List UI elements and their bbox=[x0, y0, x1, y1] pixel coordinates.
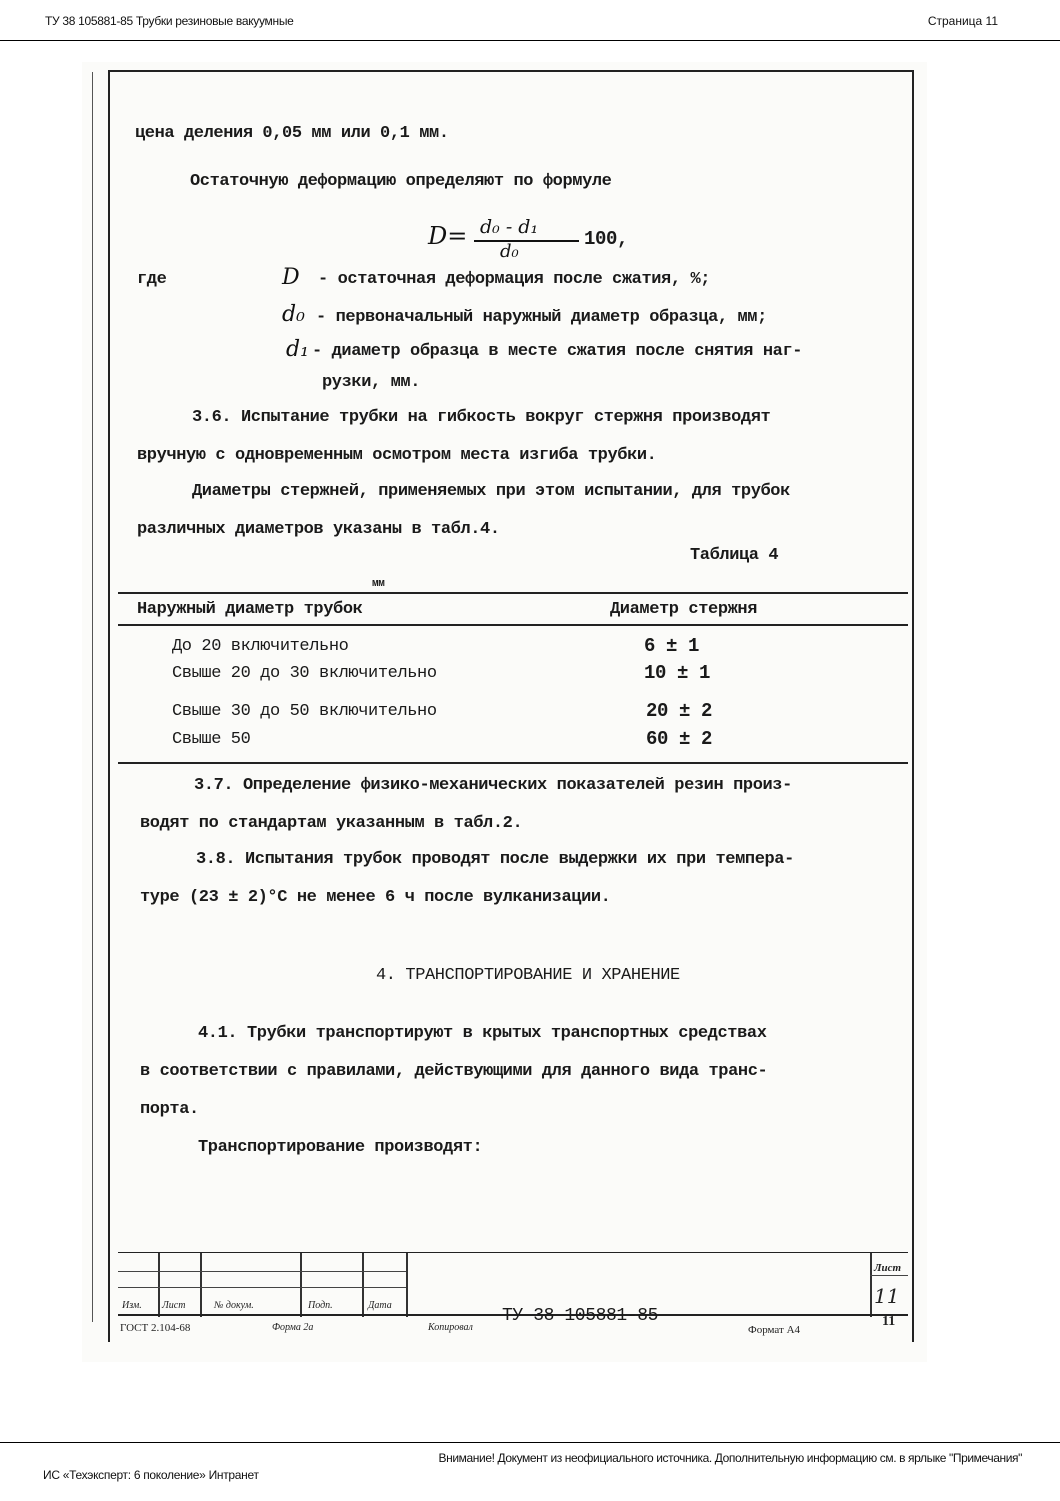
stamp-gost: ГОСТ 2.104-68 bbox=[120, 1322, 191, 1334]
table-caption: Таблица 4 bbox=[690, 546, 779, 565]
stamp-copied: Копировал bbox=[428, 1322, 473, 1333]
table-unit: мм bbox=[372, 578, 385, 590]
text-line: 4.1. Трубки транспортируют в крытых транспортных средствах bbox=[198, 1024, 767, 1043]
product-name: ИС «Техэксперт: 6 поколение» Интранет bbox=[43, 1468, 259, 1482]
stamp-doc-code: ТУ 38 105881-85 bbox=[502, 1306, 659, 1326]
text-line: Диаметры стержней, применяемых при этом испытании, для трубок bbox=[192, 482, 790, 501]
where-word: где bbox=[137, 270, 167, 289]
stamp-rule bbox=[118, 1287, 406, 1288]
stamp-format: Формат А4 bbox=[748, 1324, 801, 1336]
table-cell: До 20 включительно bbox=[172, 637, 349, 656]
table-cell: Свыше 50 bbox=[172, 730, 251, 749]
table-cell: 10 ± 1 bbox=[644, 662, 711, 684]
table-bottom-rule bbox=[118, 762, 908, 764]
stamp-label: Подп. bbox=[308, 1300, 333, 1311]
stamp-sheet-number: 11 bbox=[874, 1284, 900, 1308]
text-line: порта. bbox=[140, 1100, 199, 1119]
stamp-divider bbox=[362, 1253, 364, 1317]
text-line: цена деления 0,05 мм или 0,1 мм. bbox=[135, 124, 449, 143]
stamp-divider bbox=[870, 1253, 872, 1317]
stamp-label: Изм. bbox=[122, 1300, 142, 1311]
stamp-form: Форма 2а bbox=[272, 1322, 314, 1333]
table-cell: 60 ± 2 bbox=[646, 728, 713, 750]
text-line: туре (23 ± 2)°С не менее 6 ч после вулканизации. bbox=[140, 888, 611, 907]
stamp-divider bbox=[200, 1253, 202, 1317]
def-text: - остаточная деформация после сжатия, %; bbox=[318, 270, 711, 289]
text-line: в соответствии с правилами, действующими для данного вида транс- bbox=[140, 1062, 768, 1081]
binding-margin-rule bbox=[92, 72, 93, 1322]
text-line: Транспортирование производят: bbox=[198, 1138, 483, 1157]
def-text: рузки, мм. bbox=[322, 373, 421, 392]
text-line: вручную с одновременным осмотром места изгиба трубки. bbox=[137, 446, 657, 465]
table-cell: Свыше 20 до 30 включительно bbox=[172, 664, 437, 683]
stamp-label: Лист bbox=[162, 1300, 186, 1311]
text-line: 3.8. Испытания трубок проводят после выдержки их при темпера- bbox=[196, 850, 794, 869]
text-line: различных диаметров указаны в табл.4. bbox=[137, 520, 500, 539]
page-header bbox=[0, 0, 1060, 41]
stamp-label: Дата bbox=[368, 1300, 392, 1311]
table-top-rule bbox=[118, 592, 908, 594]
stamp-divider bbox=[406, 1253, 408, 1317]
formula-denominator: d₀ bbox=[500, 241, 519, 262]
table-cell: 20 ± 2 bbox=[646, 700, 713, 722]
table-cell: Свыше 30 до 50 включительно bbox=[172, 702, 437, 721]
stamp-label: № докум. bbox=[214, 1300, 254, 1311]
table-header-rule bbox=[118, 624, 908, 626]
def-text: - первоначальный наружный диаметр образца, мм; bbox=[316, 308, 767, 327]
fraction-bar bbox=[474, 240, 579, 242]
table-header-cell: Наружный диаметр трубок bbox=[137, 600, 363, 619]
stamp-rule bbox=[870, 1275, 908, 1276]
formula-factor: 100, bbox=[584, 228, 629, 250]
text-line: 3.6. Испытание трубки на гибкость вокруг стержня производят bbox=[192, 408, 771, 427]
def-symbol: d₁ bbox=[286, 337, 309, 362]
def-symbol: D bbox=[282, 265, 300, 290]
def-text: - диаметр образца в месте сжатия после снятия наг- bbox=[312, 342, 803, 361]
stamp-rule bbox=[118, 1271, 406, 1272]
stamp-divider bbox=[158, 1253, 160, 1317]
formula-lhs: D= bbox=[428, 222, 468, 250]
source-notice: Внимание! Документ из неофициального источника. Дополнительную информацию см. в ярлыке "Примечания" bbox=[438, 1451, 1022, 1465]
stamp-sheet-number-typed: 11 bbox=[882, 1314, 896, 1329]
table-cell: 6 ± 1 bbox=[644, 635, 700, 657]
document-title: ТУ 38 105881-85 Трубки резиновые вакуумные bbox=[45, 14, 294, 28]
page-footer bbox=[0, 1442, 1060, 1501]
stamp-divider bbox=[300, 1253, 302, 1317]
section-heading: 4. ТРАНСПОРТИРОВАНИЕ И ХРАНЕНИЕ bbox=[376, 966, 680, 985]
text-line: 3.7. Определение физико-механических показателей резин произ- bbox=[194, 776, 792, 795]
page-number: Страница 11 bbox=[927, 14, 998, 28]
text-line: водят по стандартам указанным в табл.2. bbox=[140, 814, 523, 833]
def-symbol: d₀ bbox=[282, 302, 305, 327]
table-header-cell: Диаметр стержня bbox=[610, 600, 758, 619]
formula-numerator: d₀ - d₁ bbox=[480, 216, 539, 238]
text-line: Остаточную деформацию определяют по формуле bbox=[190, 172, 612, 191]
stamp-sheet-label: Лист bbox=[874, 1262, 902, 1274]
